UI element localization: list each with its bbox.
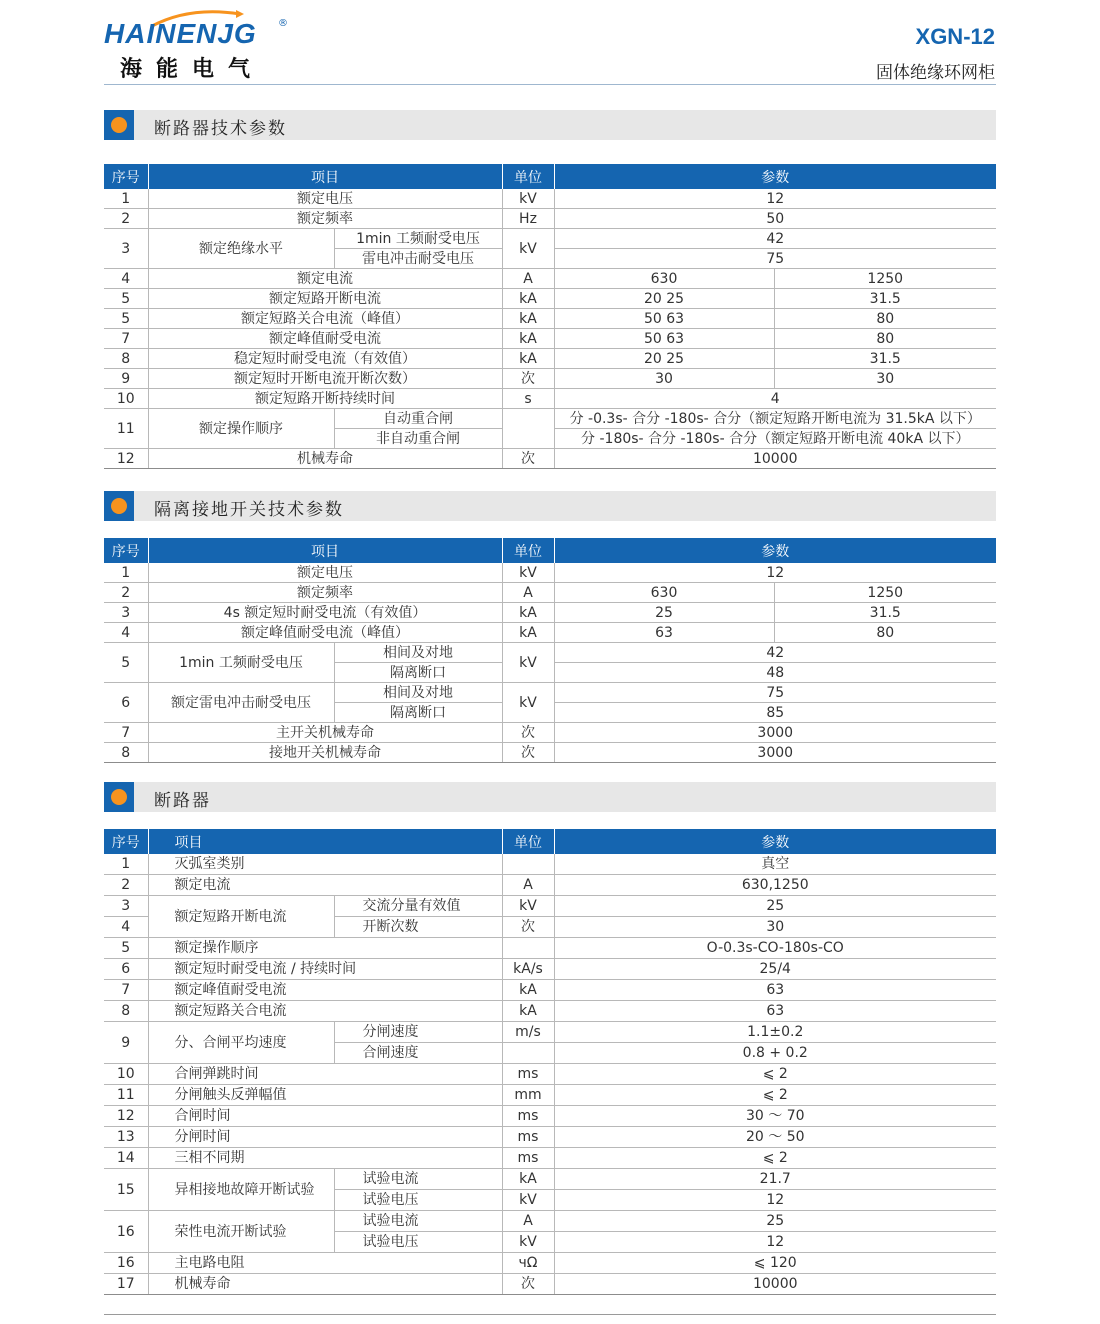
table-row [104, 875, 996, 896]
cell-value: 25/4 [554, 959, 996, 980]
table-row [104, 329, 996, 349]
cell-no: 5 [104, 309, 148, 329]
cell-item: 稳定短时耐受电流（有效值） [148, 349, 502, 369]
cell-subitem: 试验电流 [334, 1211, 502, 1232]
cell-unit: ms [502, 1127, 554, 1148]
cell-unit: kA [502, 980, 554, 1001]
registered-icon: ® [278, 18, 288, 29]
cell-unit: A [502, 875, 554, 896]
table-header [104, 538, 996, 563]
table-row [104, 1022, 996, 1043]
cell-value: 1250 [774, 269, 996, 289]
cell-unit: ms [502, 1064, 554, 1085]
table-row [104, 896, 996, 917]
cell-value: 42 [554, 643, 996, 663]
cell-value: 10000 [554, 1274, 996, 1295]
cell-item: 额定电流 [148, 875, 502, 896]
cell-value: 50 63 [554, 309, 774, 329]
cell-unit: kV [502, 189, 554, 209]
table-row [104, 854, 996, 875]
cell-value: ⩽ 2 [554, 1148, 996, 1169]
cell-value: 80 [774, 329, 996, 349]
cell-value: 21.7 [554, 1169, 996, 1190]
cell-item: 额定短路关合电流（峰值） [148, 309, 502, 329]
cell-unit: kA [502, 603, 554, 623]
cell-value: 分 -0.3s- 合分 -180s- 合分（额定短路开断电流为 31.5kA 以下） [554, 409, 996, 429]
cell-item: 额定频率 [148, 209, 502, 229]
cell-unit: ms [502, 1106, 554, 1127]
cell-item: 额定短路开断电流 [148, 896, 334, 938]
cell-no: 16 [104, 1211, 148, 1253]
cell-no: 7 [104, 980, 148, 1001]
table-row [104, 189, 996, 209]
cell-value: 42 [554, 229, 996, 249]
cell-value: 50 63 [554, 329, 774, 349]
cell-no: 3 [104, 603, 148, 623]
section-title: 断路器技术参数 [154, 119, 287, 139]
cell-no: 9 [104, 1022, 148, 1064]
cell-unit: A [502, 1211, 554, 1232]
cell-value: 63 [554, 980, 996, 1001]
cell-unit: 次 [502, 917, 554, 938]
table-row [104, 1106, 996, 1127]
cell-subitem: 雷电冲击耐受电压 [334, 249, 502, 269]
col-header-value: 参数 [554, 829, 996, 854]
cell-item: 额定操作顺序 [148, 409, 334, 449]
cell-no: 8 [104, 1001, 148, 1022]
table-row [104, 683, 996, 703]
cell-no: 14 [104, 1148, 148, 1169]
cell-unit: kV [502, 563, 554, 583]
cell-item: 1min 工频耐受电压 [148, 643, 334, 683]
cell-item: 三相不同期 [148, 1148, 502, 1169]
cell-unit: s [502, 389, 554, 409]
cell-value: ⩽ 120 [554, 1253, 996, 1274]
cell-no: 11 [104, 409, 148, 449]
table-row [104, 563, 996, 583]
cell-item: 分闸时间 [148, 1127, 502, 1148]
cell-item: 主开关机械寿命 [148, 723, 502, 743]
cell-value: 10000 [554, 449, 996, 469]
col-header-unit: 单位 [502, 829, 554, 854]
cell-item: 额定峰值耐受电流 [148, 329, 502, 349]
cell-unit [502, 854, 554, 875]
cell-subitem: 1min 工频耐受电压 [334, 229, 502, 249]
cell-unit: kA [502, 623, 554, 643]
cell-item: 额定电流 [148, 269, 502, 289]
cell-unit: kA [502, 1169, 554, 1190]
cell-value: 12 [554, 1232, 996, 1253]
cell-unit: 次 [502, 1274, 554, 1295]
cell-value: 0.8 + 0.2 [554, 1043, 996, 1064]
cell-no: 8 [104, 349, 148, 369]
cell-value: O-0.3s-CO-180s-CO [554, 938, 996, 959]
cell-unit: kV [502, 683, 554, 723]
cell-value: 30 [554, 917, 996, 938]
cell-value: 30 [554, 369, 774, 389]
table-row [104, 269, 996, 289]
table-row [104, 623, 996, 643]
table-row [104, 723, 996, 743]
cell-no: 4 [104, 623, 148, 643]
cell-value: 25 [554, 896, 996, 917]
cell-value: 20 ～ 50 [554, 1127, 996, 1148]
table-row [104, 938, 996, 959]
cell-item: 机械寿命 [148, 1274, 502, 1295]
cell-item: 主电路电阻 [148, 1253, 502, 1274]
cell-subitem: 开断次数 [334, 917, 502, 938]
cell-no: 2 [104, 875, 148, 896]
table-row [104, 603, 996, 623]
table-row [104, 389, 996, 409]
cell-unit: kA [502, 349, 554, 369]
cell-unit: kV [502, 229, 554, 269]
cell-item: 异相接地故障开断试验 [148, 1169, 334, 1211]
table-row [104, 369, 996, 389]
col-header-no: 序号 [104, 538, 148, 563]
cell-value: 4 [554, 389, 996, 409]
cell-subitem: 试验电压 [334, 1190, 502, 1211]
cell-no: 2 [104, 209, 148, 229]
cell-value: 630 [554, 269, 774, 289]
cell-subitem: 相间及对地 [334, 683, 502, 703]
isolator-params-table [104, 538, 996, 763]
cell-unit [502, 409, 554, 449]
cell-value: 30 [774, 369, 996, 389]
col-header-item: 项目 [148, 829, 502, 854]
cell-item: 荣性电流开断试验 [148, 1211, 334, 1253]
cell-item: 合闸时间 [148, 1106, 502, 1127]
col-header-unit: 单位 [502, 164, 554, 189]
cell-no: 13 [104, 1127, 148, 1148]
cell-unit: ms [502, 1148, 554, 1169]
cell-item: 分闸触头反弹幅值 [148, 1085, 502, 1106]
cell-value: 80 [774, 309, 996, 329]
cell-item: 额定短时耐受电流 / 持续时间 [148, 959, 502, 980]
cell-unit: kV [502, 896, 554, 917]
section-header-breaker-params [104, 110, 996, 140]
cell-unit: 次 [502, 743, 554, 763]
cell-subitem: 试验电流 [334, 1169, 502, 1190]
cell-unit: 次 [502, 449, 554, 469]
table-header [104, 829, 996, 854]
table-row [104, 1169, 996, 1190]
brand-logo-cn: 海能电气 [120, 57, 265, 82]
cell-value: 75 [554, 683, 996, 703]
model-number: XGN-12 [915, 24, 995, 49]
cell-unit: kV [502, 1190, 554, 1211]
cell-subitem: 隔离断口 [334, 663, 502, 683]
cell-no: 5 [104, 938, 148, 959]
cell-no: 5 [104, 289, 148, 309]
cell-value: 80 [774, 623, 996, 643]
cell-value: 真空 [554, 854, 996, 875]
col-header-item: 项目 [148, 164, 502, 189]
header-divider [104, 84, 996, 85]
section-title: 隔离接地开关技术参数 [154, 500, 344, 520]
brand-logo-en: HAINENJG [104, 18, 257, 49]
section-marker-icon [104, 491, 134, 521]
cell-value: 1250 [774, 583, 996, 603]
col-header-unit: 单位 [502, 538, 554, 563]
table-row [104, 959, 996, 980]
cell-item: 额定操作顺序 [148, 938, 502, 959]
cell-item: 额定短路关合电流 [148, 1001, 502, 1022]
cell-unit: kV [502, 643, 554, 683]
cell-unit: A [502, 269, 554, 289]
cell-unit: A [502, 583, 554, 603]
cell-unit: 次 [502, 723, 554, 743]
col-header-no: 序号 [104, 164, 148, 189]
cell-no: 17 [104, 1274, 148, 1295]
breaker-params-table [104, 164, 996, 469]
cell-value: 63 [554, 623, 774, 643]
cell-value: 分 -180s- 合分 -180s- 合分（额定短路开断电流 40kA 以下） [554, 429, 996, 449]
cell-value: 20 25 [554, 289, 774, 309]
cell-unit: kA [502, 309, 554, 329]
footer-divider [104, 1314, 996, 1315]
cell-value: 3000 [554, 723, 996, 743]
table-row [104, 1085, 996, 1106]
cell-item: 机械寿命 [148, 449, 502, 469]
cell-item: 分、合闸平均速度 [148, 1022, 334, 1064]
cell-value: 48 [554, 663, 996, 683]
table-row [104, 449, 996, 469]
table-row [104, 743, 996, 763]
cell-value: ⩽ 2 [554, 1085, 996, 1106]
table-row [104, 980, 996, 1001]
cell-item: 4s 额定短时耐受电流（有效值） [148, 603, 502, 623]
table-row [104, 1274, 996, 1295]
table-row [104, 643, 996, 663]
cell-value: 20 25 [554, 349, 774, 369]
cell-item: 额定峰值耐受电流（峰值） [148, 623, 502, 643]
cell-item: 接地开关机械寿命 [148, 743, 502, 763]
col-header-no: 序号 [104, 829, 148, 854]
cell-no: 1 [104, 854, 148, 875]
cell-subitem: 隔离断口 [334, 703, 502, 723]
cell-value: 30 ～ 70 [554, 1106, 996, 1127]
cell-no: 3 [104, 896, 148, 917]
cell-no: 2 [104, 583, 148, 603]
cell-unit: Hz [502, 209, 554, 229]
cell-no: 3 [104, 229, 148, 269]
cell-no: 5 [104, 643, 148, 683]
cell-value: 630,1250 [554, 875, 996, 896]
cell-value: 31.5 [774, 603, 996, 623]
cell-value: 25 [554, 603, 774, 623]
cell-no: 12 [104, 449, 148, 469]
cell-no: 15 [104, 1169, 148, 1211]
cell-item: 额定峰值耐受电流 [148, 980, 502, 1001]
cell-subitem: 非自动重合闸 [334, 429, 502, 449]
section-header-breaker [104, 782, 996, 812]
section-header-isolator-params [104, 491, 996, 521]
col-header-value: 参数 [554, 538, 996, 563]
cell-unit: kA/s [502, 959, 554, 980]
cell-unit: 次 [502, 369, 554, 389]
table-row [104, 1127, 996, 1148]
section-marker-icon [104, 110, 134, 140]
cell-item: 合闸弹跳时间 [148, 1064, 502, 1085]
cell-value: 31.5 [774, 349, 996, 369]
cell-unit: mm [502, 1085, 554, 1106]
cell-value: 3000 [554, 743, 996, 763]
cell-item: 额定短路开断持续时间 [148, 389, 502, 409]
breaker-table [104, 829, 996, 1295]
col-header-item: 项目 [148, 538, 502, 563]
cell-unit: kA [502, 329, 554, 349]
cell-unit: kA [502, 289, 554, 309]
cell-unit [502, 938, 554, 959]
cell-no: 11 [104, 1085, 148, 1106]
table-row [104, 1148, 996, 1169]
cell-no: 10 [104, 1064, 148, 1085]
cell-value: ⩽ 2 [554, 1064, 996, 1085]
cell-value: 63 [554, 1001, 996, 1022]
cell-unit: kV [502, 1232, 554, 1253]
table-row [104, 583, 996, 603]
cell-value: 50 [554, 209, 996, 229]
cell-no: 7 [104, 329, 148, 349]
section-marker-icon [104, 782, 134, 812]
cell-unit [502, 1043, 554, 1064]
cell-no: 10 [104, 389, 148, 409]
table-row [104, 289, 996, 309]
col-header-value: 参数 [554, 164, 996, 189]
product-subtitle: 固体绝缘环网柜 [876, 63, 995, 83]
cell-subitem: 交流分量有效值 [334, 896, 502, 917]
cell-no: 12 [104, 1106, 148, 1127]
table-row [104, 209, 996, 229]
cell-item: 额定频率 [148, 583, 502, 603]
cell-no: 4 [104, 269, 148, 289]
cell-no: 8 [104, 743, 148, 763]
cell-value: 12 [554, 189, 996, 209]
cell-value: 12 [554, 563, 996, 583]
cell-value: 12 [554, 1190, 996, 1211]
cell-unit: m/s [502, 1022, 554, 1043]
cell-no: 6 [104, 683, 148, 723]
cell-item: 额定绝缘水平 [148, 229, 334, 269]
cell-value: 75 [554, 249, 996, 269]
cell-value: 630 [554, 583, 774, 603]
cell-unit: чΩ [502, 1253, 554, 1274]
cell-no: 6 [104, 959, 148, 980]
cell-subitem: 试验电压 [334, 1232, 502, 1253]
cell-subitem: 合闸速度 [334, 1043, 502, 1064]
cell-subitem: 相间及对地 [334, 643, 502, 663]
table-row [104, 409, 996, 429]
cell-item: 额定电压 [148, 189, 502, 209]
cell-no: 1 [104, 563, 148, 583]
cell-no: 1 [104, 189, 148, 209]
table-header [104, 164, 996, 189]
cell-value: 1.1±0.2 [554, 1022, 996, 1043]
cell-value: 31.5 [774, 289, 996, 309]
cell-subitem: 分闸速度 [334, 1022, 502, 1043]
cell-item: 额定短时开断电流开断次数） [148, 369, 502, 389]
cell-no: 16 [104, 1253, 148, 1274]
cell-no: 4 [104, 917, 148, 938]
table-row [104, 1253, 996, 1274]
cell-value: 25 [554, 1211, 996, 1232]
cell-item: 额定短路开断电流 [148, 289, 502, 309]
table-row [104, 1001, 996, 1022]
table-row [104, 229, 996, 249]
cell-item: 额定雷电冲击耐受电压 [148, 683, 334, 723]
section-title: 断路器 [154, 791, 211, 811]
cell-value: 85 [554, 703, 996, 723]
cell-item: 灭弧室类别 [148, 854, 502, 875]
cell-no: 9 [104, 369, 148, 389]
table-row [104, 309, 996, 329]
table-row [104, 1064, 996, 1085]
cell-no: 7 [104, 723, 148, 743]
table-row [104, 349, 996, 369]
cell-unit: kA [502, 1001, 554, 1022]
table-row [104, 1211, 996, 1232]
cell-subitem: 自动重合闸 [334, 409, 502, 429]
cell-item: 额定电压 [148, 563, 502, 583]
